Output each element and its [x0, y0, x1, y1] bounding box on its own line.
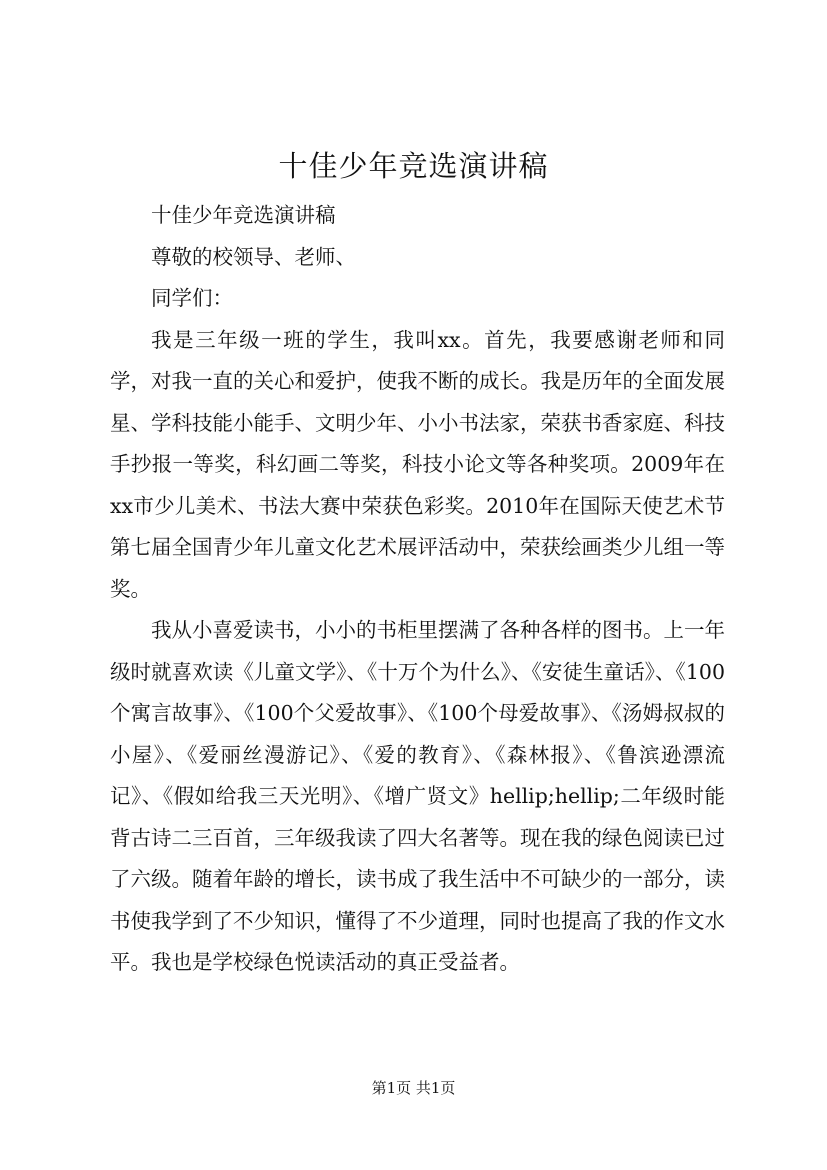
- document-title: 十佳少年竞选演讲稿: [278, 149, 549, 183]
- paragraph-reading: 我从小喜爱读书，小小的书柜里摆满了各种各样的图书。上一年级时就喜欢读《儿童文学》、《十万个为什么》、《安徒生童话》、《100个寓言故事》、《100个父爱故事》、《100个母爱故事》、《汤姆叔叔的小屋》、《爱丽丝漫游记》、《爱的教育》、《森林报》、《鲁滨逊漂流记》、《假如给我三天光明》、《增广贤文》hellip;hellip;二年级时能背古诗二三百首，三年级我读了四大名著等。现在我的绿色阅读已过了六级。随着年龄的增长，读书成了我生活中不可缺少的一部分，读书使我学到了不少知识，懂得了不少道理，同时也提高了我的作文水平。我也是学校绿色悦读活动的真正受益者。: [110, 618, 725, 974]
- paragraph-salutation-2: 同学们：: [151, 286, 233, 310]
- page-number-footer: 第1页 共1页: [371, 1079, 456, 1097]
- paragraph-salutation: 尊敬的校领导、老师、: [151, 244, 356, 269]
- document-body: [110, 195, 725, 984]
- paragraph-heading: 十佳少年竞选演讲稿: [151, 203, 336, 227]
- paragraph-achievements: 我是三年级一班的学生，我叫xx。首先，我要感谢老师和同学，对我一直的关心和爱护，使我不断的成长。我是历年的全面发展星、学科技能小能手、文明少年、小小书法家，荣获书香家庭、科技手抄报一等奖，科幻画二等奖，科技小论文等各种奖项。2009年在xx市少儿美术、书法大赛中荣获色彩奖。2010年在国际天使艺术节第七届全国青少年儿童文化艺术展评活动中，荣获绘画类少儿组一等奖。: [110, 327, 725, 601]
